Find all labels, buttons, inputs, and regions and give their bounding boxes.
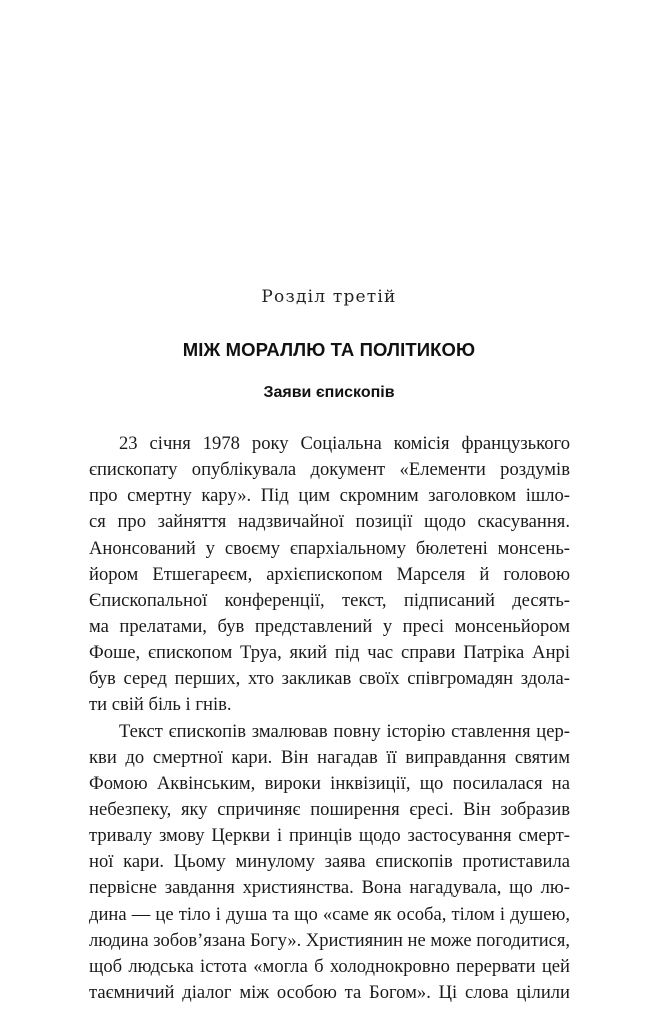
text-line: ної кари. Цьому минулому заява єпископів протиставила xyxy=(89,851,570,873)
text-line: ма прелатами, був представлений у пресі монсеньйором xyxy=(89,615,570,637)
chapter-label: Розділ третій xyxy=(261,287,397,307)
text-line: дина — це тіло і душа та що «саме як особа, тілом і душею, xyxy=(89,903,570,925)
text-line: ти свій біль і гнів. xyxy=(89,694,232,716)
text-line: ся про зайняття надзвичайної позиції щодо скасування. xyxy=(89,511,570,533)
section-title: Заяви єпископів xyxy=(263,384,395,401)
paragraph-2 xyxy=(89,719,570,1007)
paragraph-1 xyxy=(89,431,570,719)
chapter-title: МІЖ МОРАЛЛЮ ТА ПОЛІТИКОЮ xyxy=(182,339,476,360)
body-text xyxy=(89,431,570,1006)
text-line: про смертну кару». Під цим скромним заголовком ішло- xyxy=(89,485,570,507)
text-line: Текст єпископів змалював повну історію ставлення цер- xyxy=(119,720,570,742)
text-line: Єпископальної конференції, текст, підписаний десять- xyxy=(89,589,570,611)
text-line: таємничий діалог між особою та Богом». Ці слова цілили xyxy=(89,981,570,1003)
text-line: Фомою Аквінським, вироки інквізиції, що посилалася на xyxy=(89,772,570,794)
text-line: тривалу змову Церкви і принців щодо застосування смерт- xyxy=(89,825,570,847)
text-line: Анонсований у своєму єпархіальному бюлетені монсень- xyxy=(89,537,570,559)
text-line: 23 січня 1978 року Соціальна комісія французького xyxy=(119,433,570,454)
text-line: був серед перших, хто закликав своїх співгромадян здола- xyxy=(89,668,570,690)
text-line: людина зобов’язана Богу». Християнин не може погодитися, xyxy=(89,929,570,951)
text-line: йором Етшегареєм, архієпископом Марселя й головою xyxy=(89,563,570,585)
text-line: Фоше, єпископом Труа, який під час справи Патріка Анрі xyxy=(89,642,570,664)
text-line: первісне завдання християнства. Вона нагадувала, що лю- xyxy=(89,877,570,899)
text-line: кви до смертної кари. Він нагадав її виправдання святим xyxy=(89,746,570,768)
text-line: щоб людська істота «могла б холоднокровно перервати цей xyxy=(89,955,570,977)
text-line: небезпеку, яку спричиняє поширення єресі. Він зобразив xyxy=(89,798,570,820)
text-line: єпископату опублікувала документ «Елементи роздумів xyxy=(89,459,570,481)
